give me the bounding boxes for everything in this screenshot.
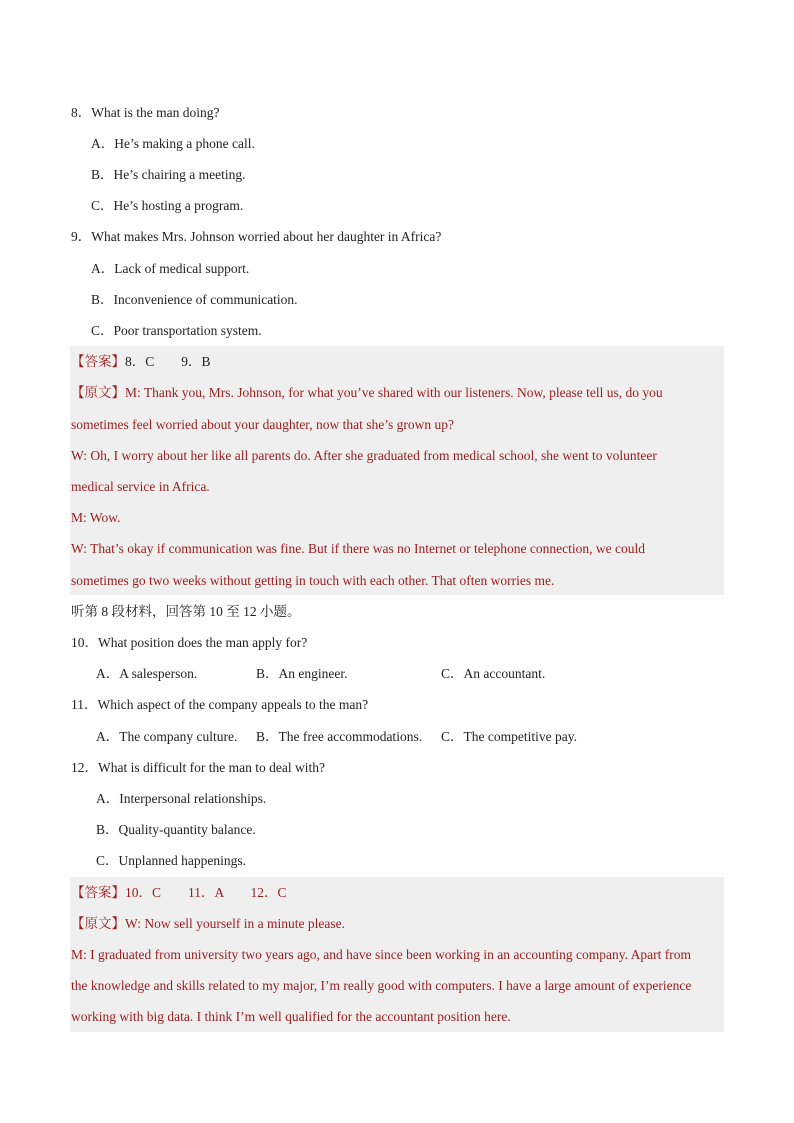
- answer-tag: 【答案】: [71, 885, 125, 900]
- transcript-line-9: M: I graduated from university two years ago, and have since been working in an accounting company. Apart from: [71, 947, 691, 962]
- question-12-option-a: A．Interpersonal relationships.: [96, 791, 267, 806]
- transcript-line-3: W: Oh, I worry about her like all parents do. After she graduated from medical school, she went to volunteer: [71, 448, 657, 463]
- question-10-stem: 10．What position does the man apply for?: [71, 635, 308, 650]
- transcript-line-6: W: That’s okay if communication was fine. But if there was no Internet or telephone connection, we could: [71, 541, 645, 556]
- question-9-stem: 9．What makes Mrs. Johnson worried about her daughter in Africa?: [71, 229, 442, 244]
- transcript-text: W: Now sell yourself in a minute please.: [125, 916, 345, 931]
- transcript-line-10: the knowledge and skills related to my major, I’m really good with computers. I have a large amount of experience: [71, 978, 692, 993]
- transcript-text: M: Thank you, Mrs. Johnson, for what you’ve shared with our listeners. Now, please tell us, do you: [125, 385, 663, 400]
- question-8-option-c: C．He’s hosting a program.: [91, 198, 244, 213]
- question-10-option-b: B．An engineer.: [256, 666, 348, 681]
- answer-line-2: [71, 877, 287, 908]
- question-9-option-a: A．Lack of medical support.: [91, 261, 250, 276]
- question-9-option-c: C．Poor transportation system.: [91, 323, 262, 338]
- transcript-line-1: [71, 377, 663, 408]
- transcript-tag: 【原文】: [71, 385, 125, 400]
- answer-text: 10．C 11．A 12．C: [125, 885, 287, 900]
- question-10-option-a: A．A salesperson.: [96, 666, 198, 681]
- question-12-option-b: B．Quality-quantity balance.: [96, 822, 256, 837]
- question-11-option-b: B．The free accommodations.: [256, 729, 423, 744]
- question-12-option-c: C．Unplanned happenings.: [96, 853, 246, 868]
- question-11-stem: 11．Which aspect of the company appeals to the man?: [71, 697, 369, 712]
- answer-tag: 【答案】: [71, 354, 125, 369]
- transcript-line-2: sometimes feel worried about your daughter, now that she’s grown up?: [71, 417, 454, 432]
- answer-text: 8．C 9．B: [125, 354, 211, 369]
- section-heading: 听第 8 段材料，回答第 10 至 12 小题。: [71, 604, 301, 619]
- transcript-tag: 【原文】: [71, 916, 125, 931]
- question-8-stem: 8．What is the man doing?: [71, 105, 220, 120]
- question-11-option-a: A．The company culture.: [96, 729, 238, 744]
- transcript-line-4: medical service in Africa.: [71, 479, 210, 494]
- question-9-option-b: B．Inconvenience of communication.: [91, 292, 298, 307]
- question-11-option-c: C．The competitive pay.: [441, 729, 577, 744]
- question-8-option-a: A．He’s making a phone call.: [91, 136, 255, 151]
- question-8-option-b: B．He’s chairing a meeting.: [91, 167, 246, 182]
- transcript-line-11: working with big data. I think I’m well qualified for the accountant position here.: [71, 1009, 511, 1024]
- answer-line-1: [71, 346, 211, 377]
- transcript-line-5: M: Wow.: [71, 510, 121, 525]
- question-12-stem: 12．What is difficult for the man to deal with?: [71, 760, 325, 775]
- question-10-option-c: C．An accountant.: [441, 666, 546, 681]
- transcript-line-7: sometimes go two weeks without getting in touch with each other. That often worries me.: [71, 573, 555, 588]
- transcript-line-8: [71, 908, 345, 939]
